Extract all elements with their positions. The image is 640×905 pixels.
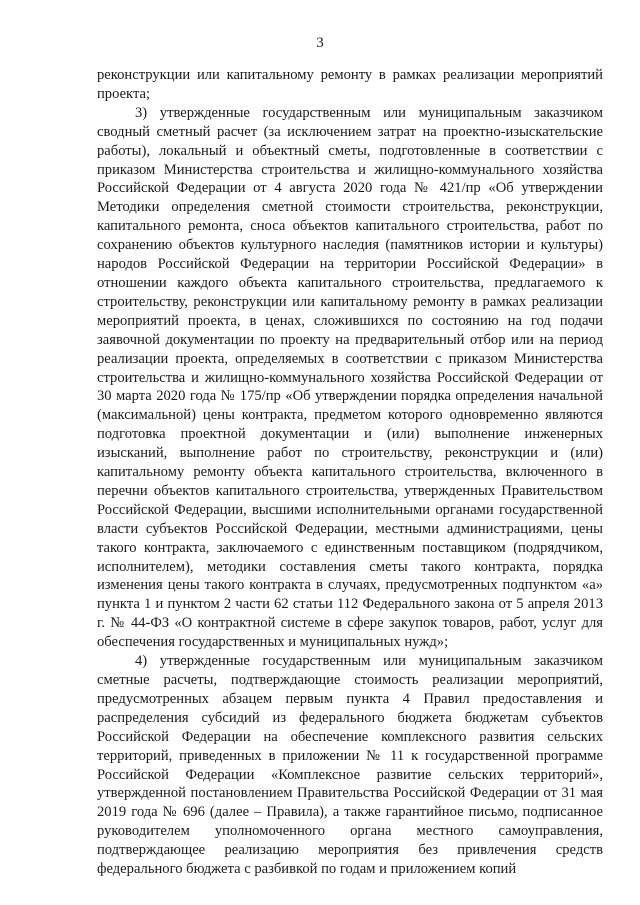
paragraph-item-4: 4) утвержденные государственным или муниципальным заказчиком сметные расчеты, подтверждающие стоимость реализации мероприятий, предусмотренных абзацем первым пункта 4 Правил предоставления и распределения субсидий из федерального бюджета бюджетам субъектов Российской Федерации на обеспечение комплексного развития сельских территорий, приведенных в приложении № 11 к государственной программе Российской Федерации «Комплексное развитие сельских территорий», утвержденной постановлением Правительства Российской Федерации от 31 мая 2019 года № 696 (далее – Правила), а также гарантийное письмо, подписанное руководителем уполномоченного органа местного самоуправления, подтверждающее реализацию мероприятия без привлечения средств федерального бюджета с разбивкой по годам и приложением копий xyxy=(97,653,603,878)
paragraph-item-3: 3) утвержденные государственным или муниципальным заказчиком сводный сметный расчет (за исключением затрат на проектно-изыскательские работы), локальный и объектный сметы, подготовленные в соответствии с приказом Министерства строительства и жилищно-коммунального хозяйства Российской Федерации от 4 августа 2020 года № 421/пр «Об утверждении Методики определения сметной стоимости строительства, реконструкции, капитального ремонта, сноса объектов капитального строительства, работ по сохранению объектов культурного наследия (памятников истории и культуры) народов Российской Федерации на территории Российской Федерации» в отношении каждого объекта капитального строительства, предлагаемого к строительству, реконструкции или капитальному ремонту в рамках реализации мероприятий проекта, в ценах, сложившихся по состоянию на год подачи заявочной документации по проекту на предварительный отбор или на период реализации проекта, определяемых в соответствии с приказом Министерства строительства и жилищно-коммунального хозяйства Российской Федерации от 30 марта 2020 года № 175/пр «Об утверждении порядка определения начальной (максимальной) цены контракта, предметом которого одновременно являются подготовка проектной документации и (или) выполнение инженерных изысканий, выполнение работ по строительству, реконструкции и (или) капитальному ремонту объекта капитального строительства, включенного в перечни объектов капитального строительства, утвержденных Правительством Российской Федерации, высшими исполнительными органами государственной власти субъектов Российской Федерации, местными администрациями, цены такого контракта, заключаемого с единственным поставщиком (подрядчиком, исполнителем), методики составления сметы такого контракта, порядка изменения цены такого контракта в случаях, предусмотренных подпунктом «а» пункта 1 и пунктом 2 части 62 статьи 112 Федерального закона от 5 апреля 2013 г. № 44-ФЗ «О контрактной системе в сфере закупок товаров, работ, услуг для обеспечения государственных и муниципальных нужд»; xyxy=(97,104,603,651)
page-number: 3 xyxy=(316,35,324,51)
paragraph-continuation: реконструкции или капитальному ремонту в рамках реализации мероприятий проекта; xyxy=(97,67,603,102)
document-body xyxy=(97,66,603,879)
